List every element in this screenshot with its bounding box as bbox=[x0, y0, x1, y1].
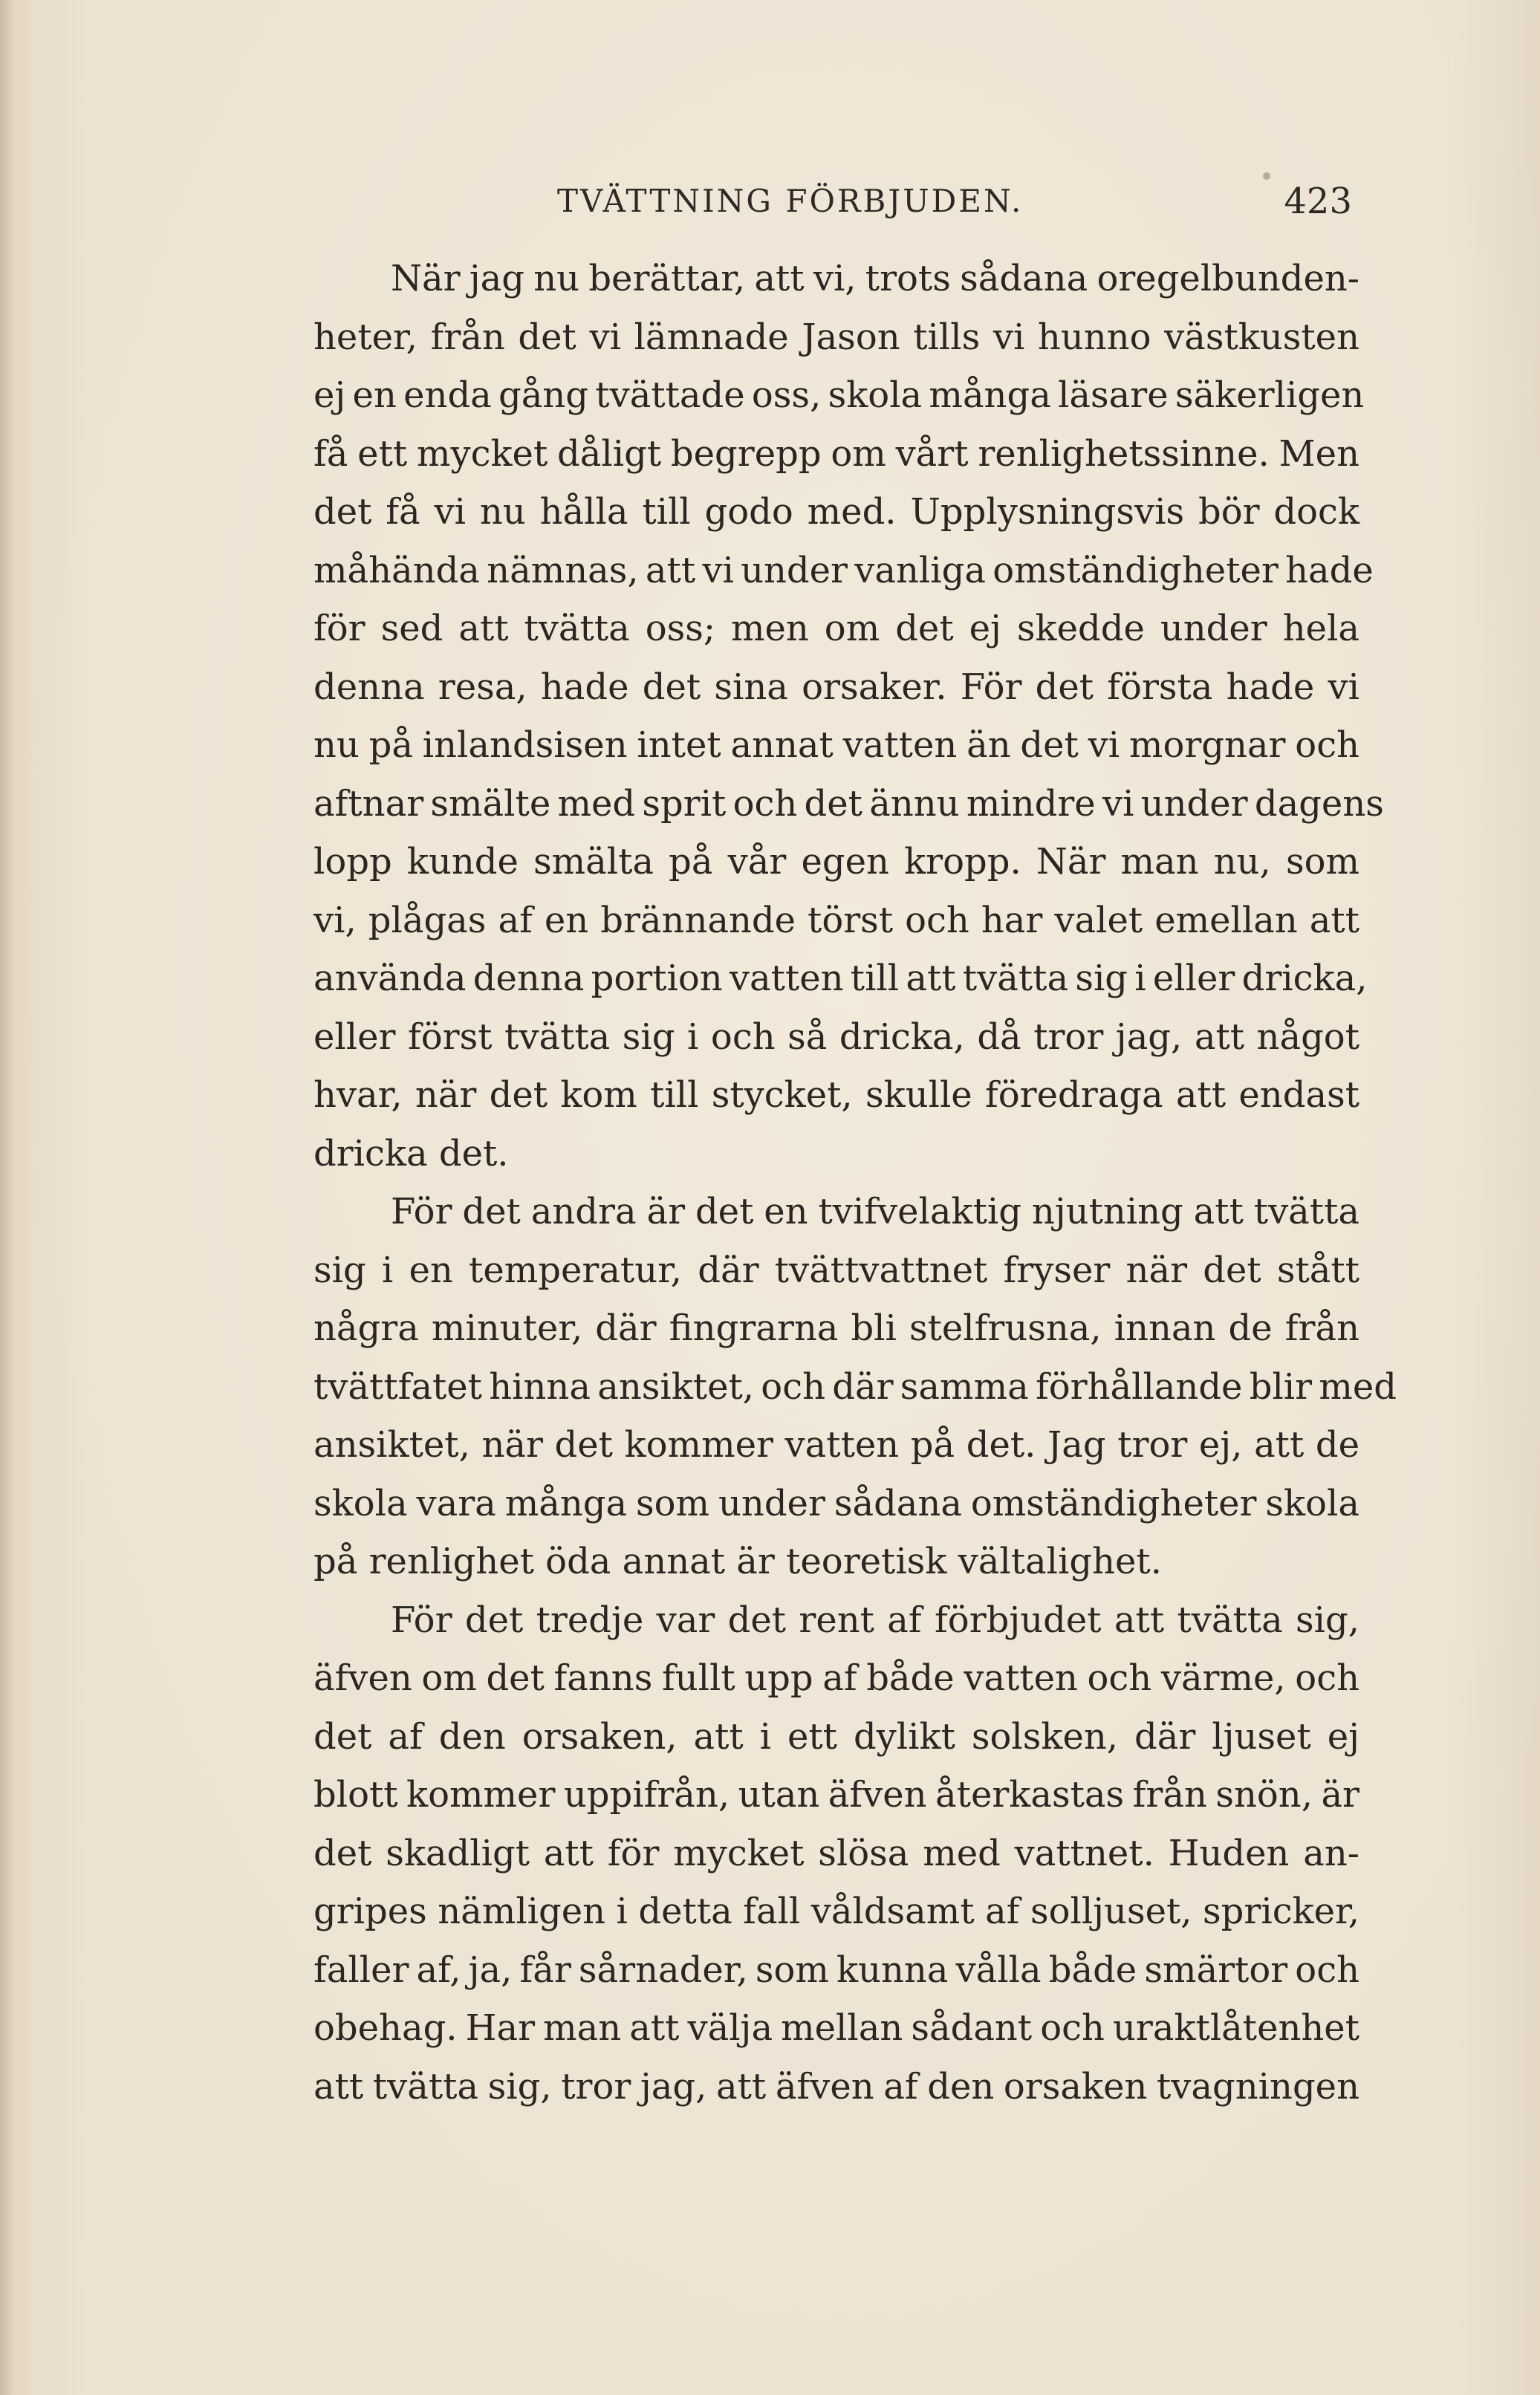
text-line: obehag. Har man att välja mellan sådant och uraktlåtenhet bbox=[313, 2007, 1359, 2049]
text-line: det skadligt att för mycket slösa med vattnet. Huden an- bbox=[313, 1832, 1359, 1874]
text-line: ansiktet, när det kommer vatten på det. Jag tror ej, att de bbox=[313, 1424, 1359, 1466]
page-number: 423 bbox=[1284, 181, 1352, 222]
print-speck bbox=[1263, 172, 1270, 180]
text-line: eller först tvätta sig i och så dricka, då tror jag, att något bbox=[313, 1015, 1359, 1058]
text-line: faller af, ja, får sårnader, som kunna vålla både smärtor och bbox=[313, 1949, 1359, 1991]
text-line: nu på inlandsisen intet annat vatten än det vi morgnar och bbox=[313, 724, 1359, 766]
page-header bbox=[238, 175, 1352, 227]
text-line: använda denna portion vatten till att tvätta sig i eller dricka, bbox=[313, 958, 1368, 999]
paragraph-3 bbox=[236, 1591, 1359, 2116]
text-line: sig i en temperatur, där tvättvattnet fryser när det stått bbox=[313, 1249, 1359, 1291]
text-line: några minuter, där fingrarna bli stelfrusna, innan de från bbox=[313, 1307, 1359, 1349]
running-head: TVÄTTNING FÖRBJUDEN. bbox=[557, 183, 1024, 219]
text-line: För det tredje var det rent af förbjudet att tvätta sig, bbox=[391, 1599, 1359, 1641]
text-line: blott kommer uppifrån, utan äfven återkastas från snön, är bbox=[313, 1774, 1359, 1816]
text-line: det få vi nu hålla till godo med. Upplysningsvis bör dock bbox=[313, 491, 1359, 533]
text-line: skola vara många som under sådana omständigheter skola bbox=[313, 1482, 1359, 1524]
text-line: gripes nämligen i detta fall våldsamt af solljuset, spricker, bbox=[313, 1891, 1359, 1932]
text-line: När jag nu berättar, att vi, trots sådana oregelbunden- bbox=[391, 258, 1359, 299]
text-line: denna resa, hade det sina orsaker. För det första hade vi bbox=[313, 666, 1359, 708]
text-line: vi, plågas af en brännande törst och har valet emellan att bbox=[313, 899, 1359, 941]
text-line: tvättfatet hinna ansiktet, och där samma förhållande blir med bbox=[313, 1365, 1397, 1408]
text-line: äfven om det fanns fullt upp af både vatten och värme, och bbox=[313, 1657, 1359, 1699]
text-line: få ett mycket dåligt begrepp om vårt renlighetssinne. Men bbox=[313, 432, 1359, 475]
text-line: på renlighet öda annat är teoretisk vältalighet. bbox=[313, 1541, 1162, 1582]
text-line: aftnar smälte med sprit och det ännu mindre vi under dagens bbox=[313, 782, 1384, 825]
text-line: För det andra är det en tvifvelaktig njutning att tvätta bbox=[391, 1191, 1359, 1232]
text-line: för sed att tvätta oss; men om det ej skedde under hela bbox=[313, 608, 1359, 649]
text-line: det af den orsaken, att i ett dylikt solsken, där ljuset ej bbox=[313, 1715, 1359, 1758]
text-line: lopp kunde smälta på vår egen kropp. När man nu, som bbox=[313, 841, 1359, 883]
body-text bbox=[236, 250, 1397, 2116]
paragraph-1 bbox=[236, 250, 1384, 1183]
text-line: dricka det. bbox=[313, 1132, 509, 1174]
paragraph-2 bbox=[236, 1183, 1397, 1591]
text-line: måhända nämnas, att vi under vanliga omständigheter hade bbox=[313, 549, 1374, 591]
text-line: att tvätta sig, tror jag, att äfven af den orsaken tvagningen bbox=[313, 2065, 1359, 2108]
text-line: hvar, när det kom till stycket, skulle föredraga att endast bbox=[313, 1074, 1359, 1116]
page-gutter-shadow bbox=[0, 0, 13, 2395]
text-line: heter, från det vi lämnade Jason tills vi hunno västkusten bbox=[313, 316, 1359, 358]
text-line: ej en enda gång tvättade oss, skola många läsare säkerligen bbox=[313, 374, 1365, 416]
